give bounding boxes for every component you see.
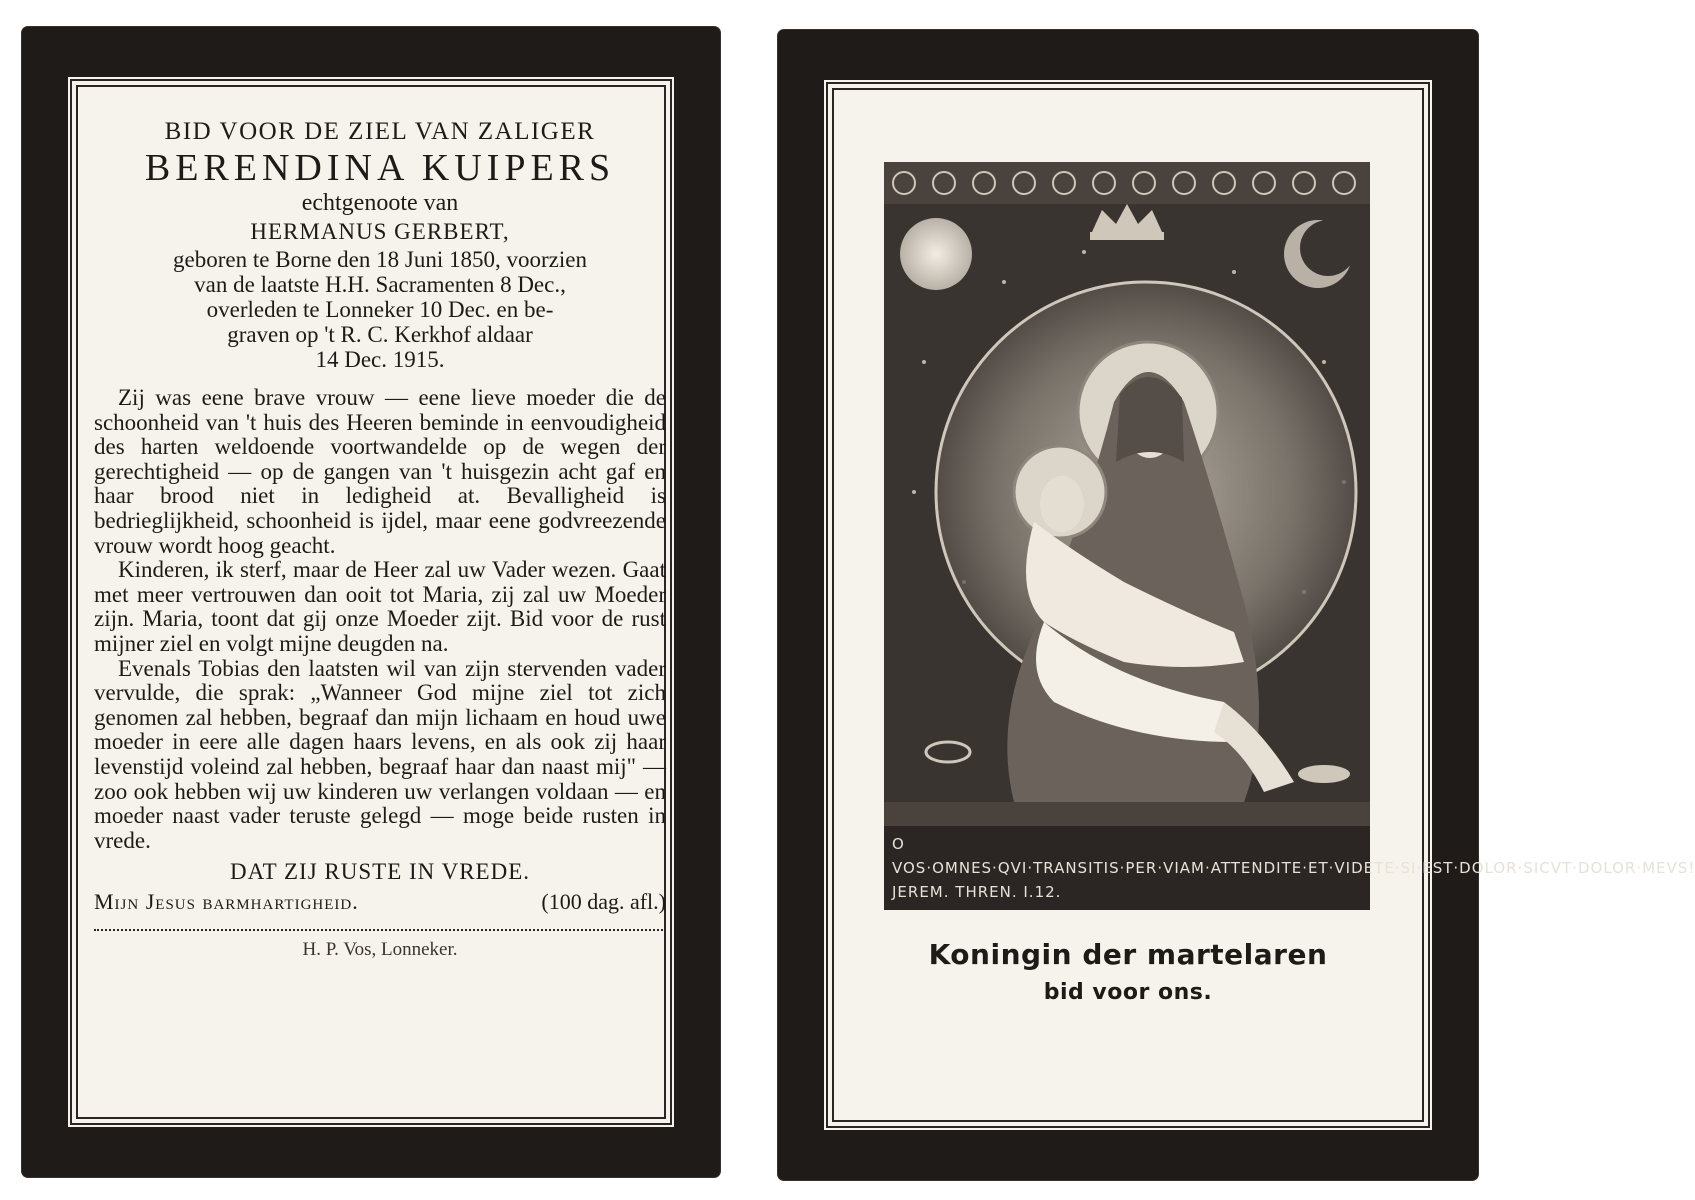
prayer-heading: BID VOOR DE ZIEL VAN ZALIGER [164, 118, 596, 145]
detail-line: geboren te Borne den 18 Juni 1850, voorzien [173, 247, 587, 272]
image-title: Koningin der martelaren [928, 938, 1328, 971]
right-image-panel [824, 80, 1695, 1130]
ejaculation-prayer: Mijn Jesus barmhartigheid. [94, 889, 359, 915]
paragraph: Zij was eene brave vrouw — eene lieve moeder die de schoonheid van 't huis des Heeren beminde in eenvoudigheid des harten weldoende voortwandelde op de wegen der gerechtigheid — op de gangen van 't huisgezin acht gaf en haar brood niet in ledigheid at. Bevalligheid is bedrieglijkheid, schoonheid is ijdel, maar eene godvreezende vrouw wordt hoog geacht. [94, 385, 666, 558]
printer-imprint: H. P. Vos, Lonneker. [302, 939, 458, 961]
right-card [778, 30, 1695, 1180]
image-subtitle: bid voor ons. [1043, 980, 1213, 1005]
latin-verse: O VOS·OMNES·QVI·TRANSITIS·PER·VIAM·ATTENDITE·ET·VIDETE·SI·EST·DOLOR·SICVT·DOLOR·MEVS! JEREM. THREN. I.12. [884, 826, 1370, 910]
ejaculation-line [94, 887, 666, 917]
spouse-prefix: echtgenoote van [301, 190, 459, 216]
paragraph: Evenals Tobias den laatsten wil van zijn stervenden vader vervulde, die sprak: „Wanneer God mijne ziel tot zich genomen zal hebben, begraaf dan mijn lichaam en houd uwe moeder in eere alle dagen haars levens, en als ook zij haar levenstijd voleind zal hebben, begraaf haar dan naast mij" — zoo ook hebben wij uw kinderen uw verlangen voldaan — en moeder naast vader teruste gelegd — moge beide rusten in vrede. [94, 655, 666, 853]
rosette-band [884, 162, 1370, 204]
detail-line: graven op 't R. C. Kerkhof aldaar [227, 322, 533, 347]
pieta-artwork [884, 162, 1370, 826]
detail-line: overleden te Lonneker 10 Dec. en be- [206, 297, 554, 322]
life-details [94, 247, 666, 372]
deceased-name: BERENDINA KUIPERS [144, 147, 616, 189]
memorial-text [94, 386, 666, 853]
indulgence: (100 dag. afl.) [541, 889, 666, 915]
rest-in-peace: DAT ZIJ RUSTE IN VREDE. [229, 859, 531, 885]
detail-line: van de laatste H.H. Sacramenten 8 Dec., [194, 272, 566, 297]
paragraph: Kinderen, ik sterf, maar de Heer zal uw Vader wezen. Gaat met meer vertrouwen dan ooit tot Maria, zij zal uw Moeder zijn. Maria, toont dat gij onze Moeder zijt. Bid voor de rust mijner ziel en volgt mijne deugden na. [94, 557, 666, 656]
detail-line: 14 Dec. 1915. [315, 347, 445, 372]
spouse-name: HERMANUS GERBERT, [250, 219, 510, 244]
left-text-panel [68, 77, 674, 1127]
sun-icon [900, 218, 972, 290]
card-text [94, 117, 666, 963]
pieta-illustration [884, 162, 1695, 910]
dotted-divider [94, 929, 666, 931]
left-card [22, 27, 720, 1177]
